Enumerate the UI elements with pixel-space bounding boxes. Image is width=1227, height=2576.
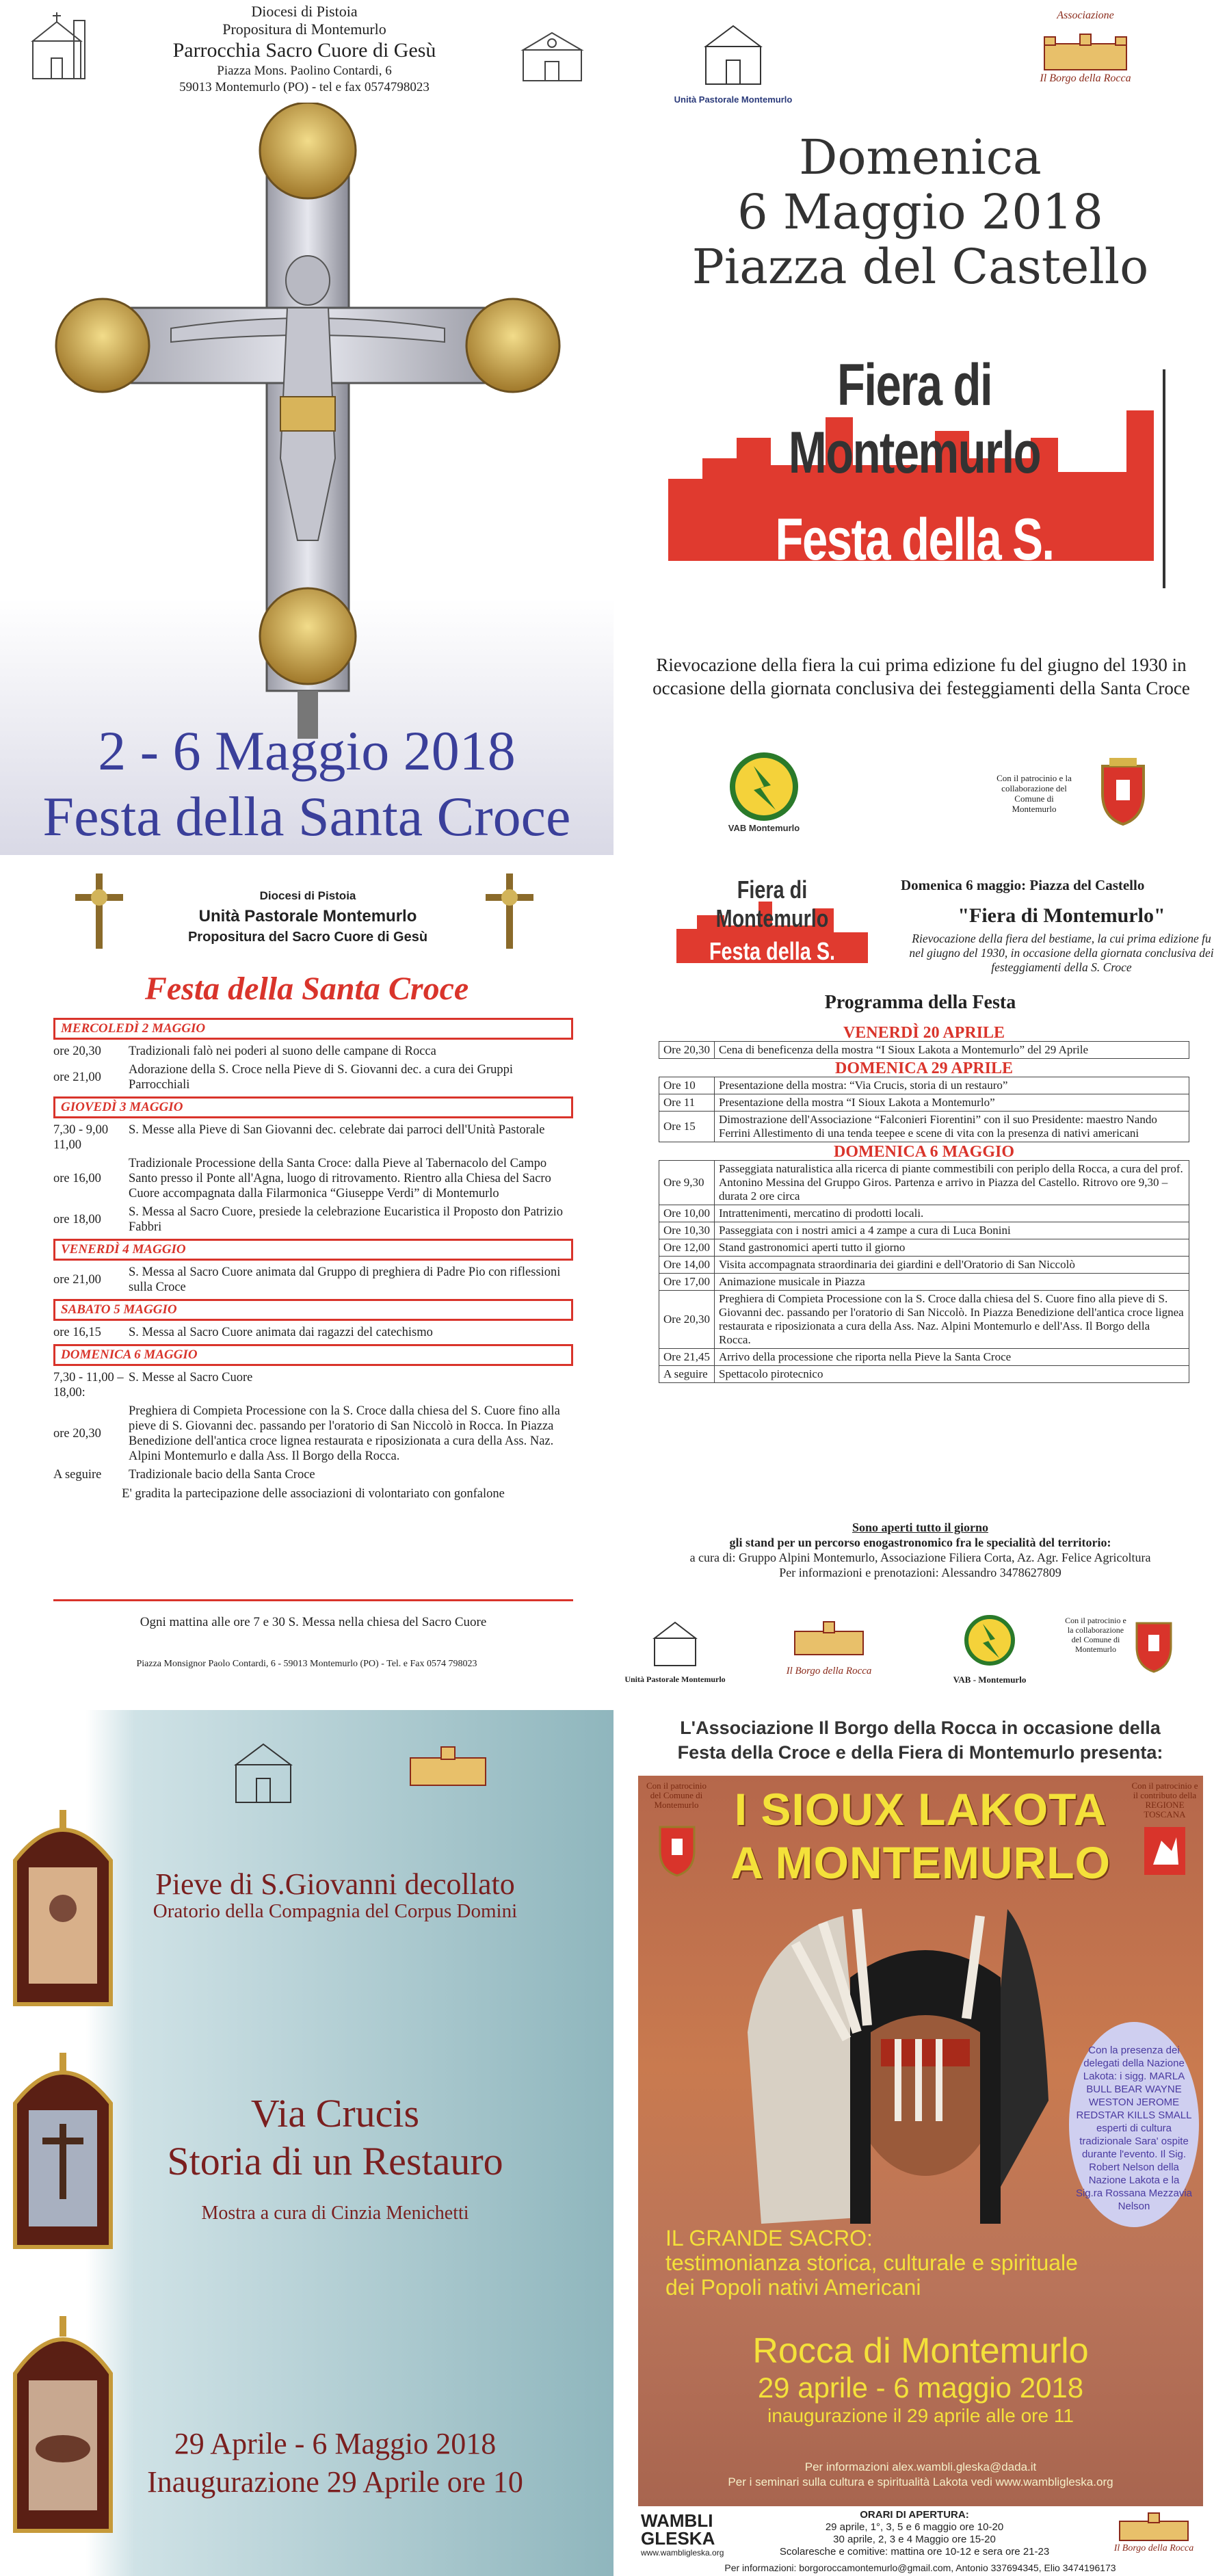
vab-logo-icon xyxy=(726,752,802,821)
castle-icon xyxy=(788,1618,870,1659)
event-row xyxy=(53,1370,573,1400)
daily-mass-note: Ogni mattina alle ore 7 e 30 S. Messa nella chiesa del Sacro Cuore xyxy=(53,1599,573,1630)
patrocinio-text: Con il patrocinio e la collaborazione del Comune di Montemurlo xyxy=(997,773,1072,814)
event-row xyxy=(53,1062,573,1092)
sioux-title: I SIOUX LAKOTA A MONTEMURLO xyxy=(730,1784,1111,1888)
vab-caption: VAB Montemurlo xyxy=(728,823,800,833)
table-row xyxy=(659,1112,1189,1142)
program-activity: Presentazione della mostra “I Sioux Lakota a Montemurlo” xyxy=(714,1094,1189,1112)
table-row xyxy=(659,1257,1189,1274)
table-row xyxy=(659,1222,1189,1239)
program-activity: Passeggiata con i nostri amici a 4 zampe a cura di Luca Bonini xyxy=(714,1222,1189,1239)
church-icon xyxy=(21,7,96,86)
table-row xyxy=(659,1094,1189,1112)
day-header: DOMENICA 6 MAGGIO xyxy=(53,1344,573,1366)
table-row xyxy=(659,1291,1189,1349)
festival-program-panel xyxy=(614,855,1227,1710)
fiera-logo xyxy=(648,352,1181,640)
fiera-small-logo: Fiera di Montemurlo Festa della S. Croce xyxy=(670,874,875,977)
event-row xyxy=(53,1404,573,1464)
program-activity: Arrivo della processione che riporta nella Pieve la Santa Croce xyxy=(714,1349,1189,1366)
day-header: MERCOLEDÌ 2 MAGGIO xyxy=(53,1018,573,1040)
program-time: Ore 10 xyxy=(659,1077,715,1094)
table-row xyxy=(659,1042,1189,1059)
table-row xyxy=(659,1161,1189,1205)
castle-icon xyxy=(404,1737,492,1792)
unita-pastorale-logo-caption: Unità Pastorale Montemurlo xyxy=(674,94,793,105)
program-time: Ore 20,30 xyxy=(659,1042,715,1059)
rocca-title: Rocca di Montemurlo xyxy=(752,2331,1089,2371)
event-row xyxy=(53,1044,573,1059)
borgo-logo-caption: Il Borgo della Rocca xyxy=(1040,73,1131,84)
religious-program-panel xyxy=(0,855,614,1710)
propositura-label: Propositura di Montemurlo xyxy=(222,21,386,38)
borgo-logo-caption: Il Borgo della Rocca xyxy=(1113,2543,1194,2553)
intro-text: L'Associazione Il Borgo della Rocca in occasione della Festa della Croce e della Fiera di Montemurlo presenta: xyxy=(677,1718,1163,1763)
via-crucis-panel xyxy=(0,1710,614,2576)
fiera-logo-bottom: Festa della S. Croce xyxy=(775,507,1054,640)
program-time: Ore 21,45 xyxy=(659,1349,715,1366)
program-time: Ore 10,30 xyxy=(659,1222,715,1239)
program-table xyxy=(659,1023,1189,1383)
event-time: ore 16,00 xyxy=(53,1172,101,1185)
fiera-date-title: Domenica 6 Maggio 2018 Piazza del Castello xyxy=(691,129,1149,295)
lakota-portrait-icon xyxy=(720,1895,1076,2231)
oratorio-subtitle: Oratorio della Compagnia del Corpus Domini xyxy=(153,1900,518,1922)
event-time: ore 21,00 xyxy=(53,1070,101,1084)
event-row xyxy=(53,1467,573,1482)
event-row xyxy=(53,1122,573,1153)
program-activity: Animazione musicale in Piazza xyxy=(714,1274,1189,1291)
event-time: 7,30 - 9,00 11,00 xyxy=(53,1123,109,1152)
wambli-gleska-logo: WAMBLI GLESKA www.wambligleska.org xyxy=(641,2510,724,2558)
program-day-label: DOMENICA 6 MAGGIO xyxy=(834,1143,1014,1161)
event-description: Preghiera di Compieta Processione con la S. Croce dalla chiesa del S. Cuore fino alla pieve di S. Giovanni dec. passando per l'oratorio di San Niccolò in Rocca. In Piazza Benedizione dell'antica croce lignea restaurata e riposizionata a cura della Ass. Naz. Alpini Montemurlo e dalla Ass. Il Borgo della Rocca. xyxy=(129,1404,560,1463)
event-description: S. Messa al Sacro Cuore, presiede la celebrazione Eucaristica il Proposto don Patrizio Fabbri xyxy=(129,1205,563,1234)
event-row xyxy=(53,1265,573,1295)
table-row xyxy=(659,1205,1189,1222)
event-time: A seguire xyxy=(53,1468,102,1482)
fiera-description: Rievocazione della fiera del bestiame, la cui prima edizione fu nel giugno del 1930, in occasione della giornata conclusiva dei festeggiamenti della S. Croce xyxy=(909,932,1214,974)
programma-title: Programma della Festa xyxy=(824,992,1016,1013)
program-activity: Visita accompagnata straordinaria dei giardini e dell'Oratorio di San Niccolò xyxy=(714,1257,1189,1274)
program-activity: Preghiera di Compieta Processione con la S. Croce dalla chiesa del S. Cuore fino alla pieve di S. Giovanni dec. passando per l'oratorio di San Niccolò. In Piazza Benedizione dell'antica croce lignea restaurata e riposizionata a cura della Ass. Naz. Alpini Montemurlo e dell'Ass. Il Borgo della Rocca. xyxy=(714,1291,1189,1349)
program-activity: Passeggiata naturalistica alla ricerca di piante commestibili con periplo della Rocca, a cura del prof. Antonino Messina del Gruppo Giros. Partenza e arrivo in Piazza del Castello. Ritrovo ore 9,30 – durata 2 ore circa xyxy=(714,1161,1189,1205)
program-day-label: VENERDÌ 20 APRILE xyxy=(843,1024,1005,1042)
church-icon xyxy=(692,12,774,94)
diocese-label: Diocesi di Pistoia xyxy=(251,3,358,20)
volunteer-note: E' gradita la partecipazione delle associazioni di volontariato con gonfalone xyxy=(122,1487,505,1501)
table-row xyxy=(659,1274,1189,1291)
table-row xyxy=(659,1366,1189,1383)
event-description: Tradizionale Processione della Santa Croce: dalla Pieve al Tabernacolo del Campo Santo presso il Ponte all'Agna, luogo di ritrovamento. Rientro alla Chiesa del Sacro Cuore accompagnata dalla Filarmonica “Giuseppe Verdi” di Montemurlo xyxy=(129,1157,551,1200)
program-activity: Presentazione della mostra: “Via Crucis, storia di un restauro” xyxy=(714,1077,1189,1094)
mostra-curator: Mostra a cura di Cinzia Menichetti xyxy=(201,2203,469,2224)
fiera-description: Rievocazione della fiera la cui prima edizione fu del giugno del 1930 in occasione della giornata conclusiva dei festeggiamenti della Santa Croce xyxy=(652,655,1190,698)
day-header: GIOVEDÌ 3 MAGGIO xyxy=(53,1096,573,1118)
event-description: S. Messa al Sacro Cuore animata dal Gruppo di preghiera di Padre Pio con riflessioni sulla Croce xyxy=(129,1265,561,1294)
pieve-title: Pieve di S.Giovanni decollato xyxy=(155,1867,515,1901)
cross-poster-panel xyxy=(0,0,614,855)
mostra-title: Via Crucis Storia di un Restauro xyxy=(167,2091,503,2183)
comune-crest-icon xyxy=(1092,752,1154,828)
event-time: ore 18,00 xyxy=(53,1213,101,1226)
church-icon xyxy=(516,19,592,88)
sioux-info: Per informazioni alex.wambli.gleska@dada.it Per i seminari sulla cultura e spiritualità Lakota vedi www.wambligleska.org xyxy=(728,2460,1113,2488)
event-description: Tradizionali falò nei poderi al suono delle campane di Rocca xyxy=(129,1044,436,1058)
event-row xyxy=(53,1156,573,1201)
silver-crucifix-icon xyxy=(48,103,568,739)
program-day-header xyxy=(659,1023,1189,1042)
crucifix-icon xyxy=(482,870,537,952)
program-time: Ore 17,00 xyxy=(659,1274,715,1291)
event-time: ore 21,00 xyxy=(53,1273,101,1287)
sioux-lakota-panel xyxy=(614,1710,1227,2576)
event-description: S. Messa al Sacro Cuore animata dai ragazzi del catechismo xyxy=(129,1326,433,1339)
vab-logo-icon xyxy=(962,1613,1017,1668)
event-description: Tradizionale bacio della Santa Croce xyxy=(129,1468,315,1482)
church-icon xyxy=(222,1731,304,1813)
contacts: Per informazioni: borgoroccamontemurlo@gmail.com, Antonio 337694345, Elio 3474196173 xyxy=(724,2562,1116,2573)
castle-icon xyxy=(1113,2509,1195,2543)
program-time: Ore 20,30 xyxy=(659,1291,715,1349)
event-row xyxy=(53,1205,573,1235)
program-day-label: DOMENICA 29 APRILE xyxy=(834,1060,1014,1077)
stand-info: Sono aperti tutto il giorno gli stand per un percorso enogastronomico fra le specialità del territorio: a cura di: Gruppo Alpini Montemurlo, Associazione Filiera Corta, Az. Agr. Felice Agricoltura Per informazioni e prenotazioni: Alessandro 3478627809 xyxy=(689,1521,1151,1579)
opening-hours: ORARI DI APERTURA: 29 aprile, 1°, 3, 5 e 6 maggio ore 10-20 30 aprile, 2, 3 e 4 Maggio ore 15-20 Scolaresche e comitive: mattina ore 10-12 e sera ore 21-23 xyxy=(779,2509,1050,2558)
fiera-logo-top: Fiera di Montemurlo xyxy=(788,352,1041,486)
sponsor-logos: Unità Pastorale Montemurlo Il Borgo della Rocca VAB - Montemurlo Con il patrocinio e la collaborazione del Comune di Montemurlo xyxy=(614,1607,1227,1703)
program-activity: Stand gastronomici aperti tutto il giorno xyxy=(714,1239,1189,1257)
program-activity: Dimostrazione dell'Associazione “Falconieri Fiorentini” con il suo Presidente: maestro Nando Ferrini Allestimento di una tenda teepee e scene di vita con la presenza di nativi americani xyxy=(714,1112,1189,1142)
program-time: Ore 15 xyxy=(659,1112,715,1142)
regione-toscana-logo-icon xyxy=(1141,1824,1189,1878)
program-day-header xyxy=(659,1142,1189,1161)
comune-crest-icon xyxy=(653,1817,701,1878)
religious-schedule xyxy=(53,1014,573,1501)
comune-crest-icon xyxy=(1130,1613,1178,1674)
event-description: S. Messe alla Pieve di San Giovanni dec. celebrate dai parroci dell'Unità Pastorale xyxy=(129,1123,545,1137)
table-row xyxy=(659,1349,1189,1366)
table-row xyxy=(659,1077,1189,1094)
day-header: SABATO 5 MAGGIO xyxy=(53,1299,573,1321)
parish-address-footer: Piazza Monsignor Paolo Contardi, 6 - 59013 Montemurlo (PO) - Tel. e Fax 0574 798023 xyxy=(136,1659,477,1669)
diocese-header: Diocesi di Pistoia Unità Pastorale Montemurlo Propositura del Sacro Cuore di Gesù xyxy=(187,889,428,945)
parish-name: Parrocchia Sacro Cuore di Gesù xyxy=(172,39,436,62)
fiera-day-location: Domenica 6 maggio: Piazza del Castello xyxy=(901,877,1145,893)
program-activity: Cena di beneficenza della mostra “I Sioux Lakota a Montemurlo” del 29 Aprile xyxy=(714,1042,1189,1059)
program-time: Ore 9,30 xyxy=(659,1161,715,1205)
sioux-dates: 29 aprile - 6 maggio 2018 xyxy=(757,2371,1084,2404)
crucifix-icon xyxy=(72,870,127,952)
fiera-poster-panel xyxy=(614,0,1227,855)
sioux-inauguration: inaugurazione il 29 aprile alle ore 11 xyxy=(767,2405,1074,2426)
program-time: Ore 12,00 xyxy=(659,1239,715,1257)
church-icon xyxy=(648,1614,702,1669)
program-time: A seguire xyxy=(659,1366,715,1383)
castle-icon xyxy=(1038,30,1133,71)
event-row xyxy=(53,1325,573,1340)
event-description: Adorazione della S. Croce nella Pieve di S. Giovanni dec. a cura dei Gruppi Parrocchiali xyxy=(129,1063,514,1092)
program-day-header xyxy=(659,1059,1189,1077)
fiera-name: "Fiera di Montemurlo" xyxy=(958,904,1165,927)
patrocinio-regione: Con il patrocinio e il contributo della REGIONE TOSCANA xyxy=(1131,1780,1198,1819)
program-time: Ore 11 xyxy=(659,1094,715,1112)
festival-dates: 2 - 6 Maggio 2018 Festa della Santa Croce xyxy=(42,720,571,847)
program-time: Ore 10,00 xyxy=(659,1205,715,1222)
program-activity: Spettacolo pirotecnico xyxy=(714,1366,1189,1383)
table-row xyxy=(659,1239,1189,1257)
program-activity: Intrattenimenti, mercatino di prodotti locali. xyxy=(714,1205,1189,1222)
parish-header xyxy=(103,3,506,96)
sioux-poster xyxy=(638,1776,1203,2506)
program-time: Ore 14,00 xyxy=(659,1257,715,1274)
grande-sacro: IL GRANDE SACRO: testimonianza storica, culturale e spirituale dei Popoli nativi Americani xyxy=(665,2226,1078,2300)
event-time: ore 16,15 xyxy=(53,1326,101,1339)
event-time: ore 20,30 xyxy=(53,1044,101,1058)
lakota-delegates-note: Con la presenza dei delegati della Nazione Lakota: i sigg. MARLA BULL BEAR WAYNE WESTON JEROME REDSTAR KILLS SMALL esperti di cultura tradizionale Sara' ospite durante l'evento. Il Sig. Robert Nelson della Nazione Lakota e la Sig.ra Rossana Mezzavia Nelson xyxy=(1069,2022,1199,2227)
parish-contacts: 59013 Montemurlo (PO) - tel e fax 0574798023 xyxy=(179,80,430,94)
mostra-dates: 29 Aprile - 6 Maggio 2018 Inaugurazione 29 Aprile ore 10 xyxy=(147,2427,523,2499)
parish-address: Piazza Mons. Paolino Contardi, 6 xyxy=(217,64,392,78)
event-description: S. Messe al Sacro Cuore xyxy=(129,1371,253,1384)
day-header: VENERDÌ 4 MAGGIO xyxy=(53,1239,573,1261)
festa-title: Festa della Santa Croce xyxy=(144,971,469,1007)
associazione-logo-caption: Associazione xyxy=(1057,10,1114,21)
patrocinio-comune: Con il patrocinio del Comune di Montemurlo xyxy=(646,1780,707,1810)
event-time: ore 20,30 xyxy=(53,1427,101,1441)
event-time: 7,30 - 11,00 – 18,00: xyxy=(53,1371,124,1399)
